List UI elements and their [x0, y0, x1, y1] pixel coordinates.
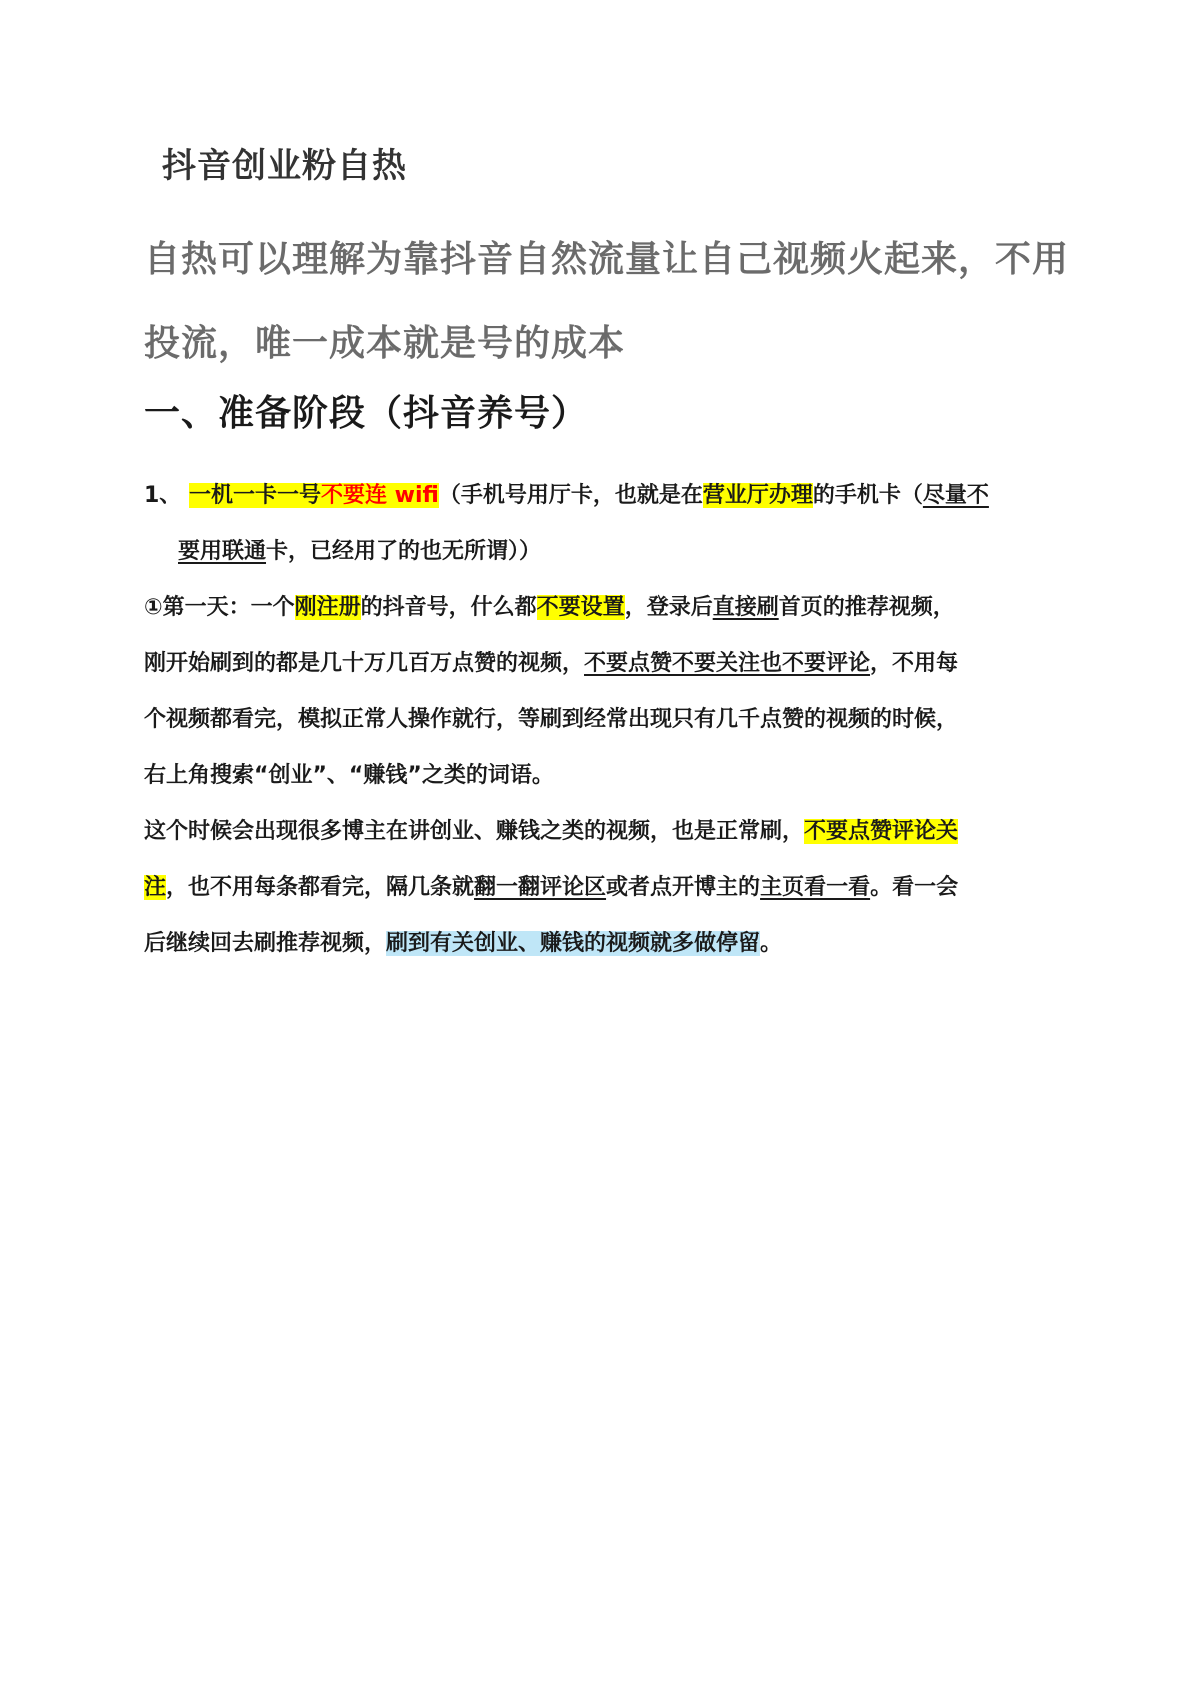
day1-l1-a: ①第一天：一个: [144, 595, 295, 620]
intro-line-1: 自热可以理解为靠抖音自然流量让自己视频火起来，不用: [144, 239, 1070, 280]
item1-hl-a-text: 一机一卡一号: [188, 483, 321, 508]
intro-line-2: 投流，唯一成本就是号的成本: [144, 323, 626, 364]
day1-line-4: 右上角搜索“创业”、“赚钱”之类的词语。: [144, 763, 554, 788]
item1-underline-b: 要用联通: [178, 539, 267, 564]
day1-l1-hl-b: 不要设置: [536, 595, 625, 620]
para2-line-2: [144, 870, 1084, 901]
day1-l2-a: 刚开始刷到的都是几十万几百万点赞的视频，: [144, 651, 585, 676]
day1-l1-d: 首页的推荐视频，: [778, 595, 955, 620]
para2-line-1: [144, 814, 1084, 845]
item1-highlight-b: 营业厅办理: [702, 483, 813, 508]
para2-l3-b: 。: [760, 931, 783, 956]
para2-l3-hl: 刷到有关创业、赚钱的视频就多做停留: [386, 931, 761, 956]
item1-line-1: [144, 478, 1084, 509]
intro-paragraph: [144, 218, 1084, 386]
day1-l1-ul: 直接刷: [712, 595, 779, 620]
para2-l2-hl: 注: [144, 875, 167, 900]
item1-no-wifi: 不要连 wifi: [321, 483, 439, 508]
item1-line-2: [178, 534, 1118, 565]
section-heading: 一、准备阶段（抖音养号）: [144, 393, 589, 434]
para2-l2-ul-a: 翻一翻评论区: [474, 875, 607, 900]
para2-l2-c: 。看一会: [870, 875, 959, 900]
document-title: 抖音创业粉自热: [162, 146, 407, 186]
item1-underline-a: 尽量不: [922, 483, 989, 508]
para2-line-3: [144, 926, 1084, 957]
item1-text-a: （手机号用厅卡，也就是在: [438, 483, 703, 508]
para2-l1-hl: 不要点赞评论关: [804, 819, 959, 844]
item1-text-c: 卡，已经用了的也无所谓））: [266, 539, 542, 564]
day1-line-3: 个视频都看完，模拟正常人操作就行，等刷到经常出现只有几千点赞的视频的时候，: [144, 707, 959, 732]
day1-l1-hl-a: 刚注册: [294, 595, 361, 620]
day1-l1-c: ，登录后: [624, 595, 713, 620]
day1-line-2: [144, 646, 1084, 677]
para2-l1-a: 这个时候会出现很多博主在讲创业、赚钱之类的视频，也是正常刷，: [144, 819, 805, 844]
item1-text-b: 的手机卡（: [812, 483, 923, 508]
para2-l2-ul-b: 主页看一看: [760, 875, 871, 900]
item1-highlight-a: [189, 483, 439, 508]
day1-line-1: [144, 590, 1084, 621]
day1-l2-ul: 不要点赞不要关注也不要评论: [584, 651, 871, 676]
para2-l2-b: 或者点开博主的: [606, 875, 761, 900]
para2-l2-a: ，也不用每条都看完，隔几条就: [166, 875, 475, 900]
day1-l1-b: 的抖音号，什么都: [360, 595, 537, 620]
day1-l2-b: ，不用每: [870, 651, 959, 676]
item1-number: 1、: [144, 483, 182, 508]
para2-l3-a: 后继续回去刷推荐视频，: [144, 931, 387, 956]
